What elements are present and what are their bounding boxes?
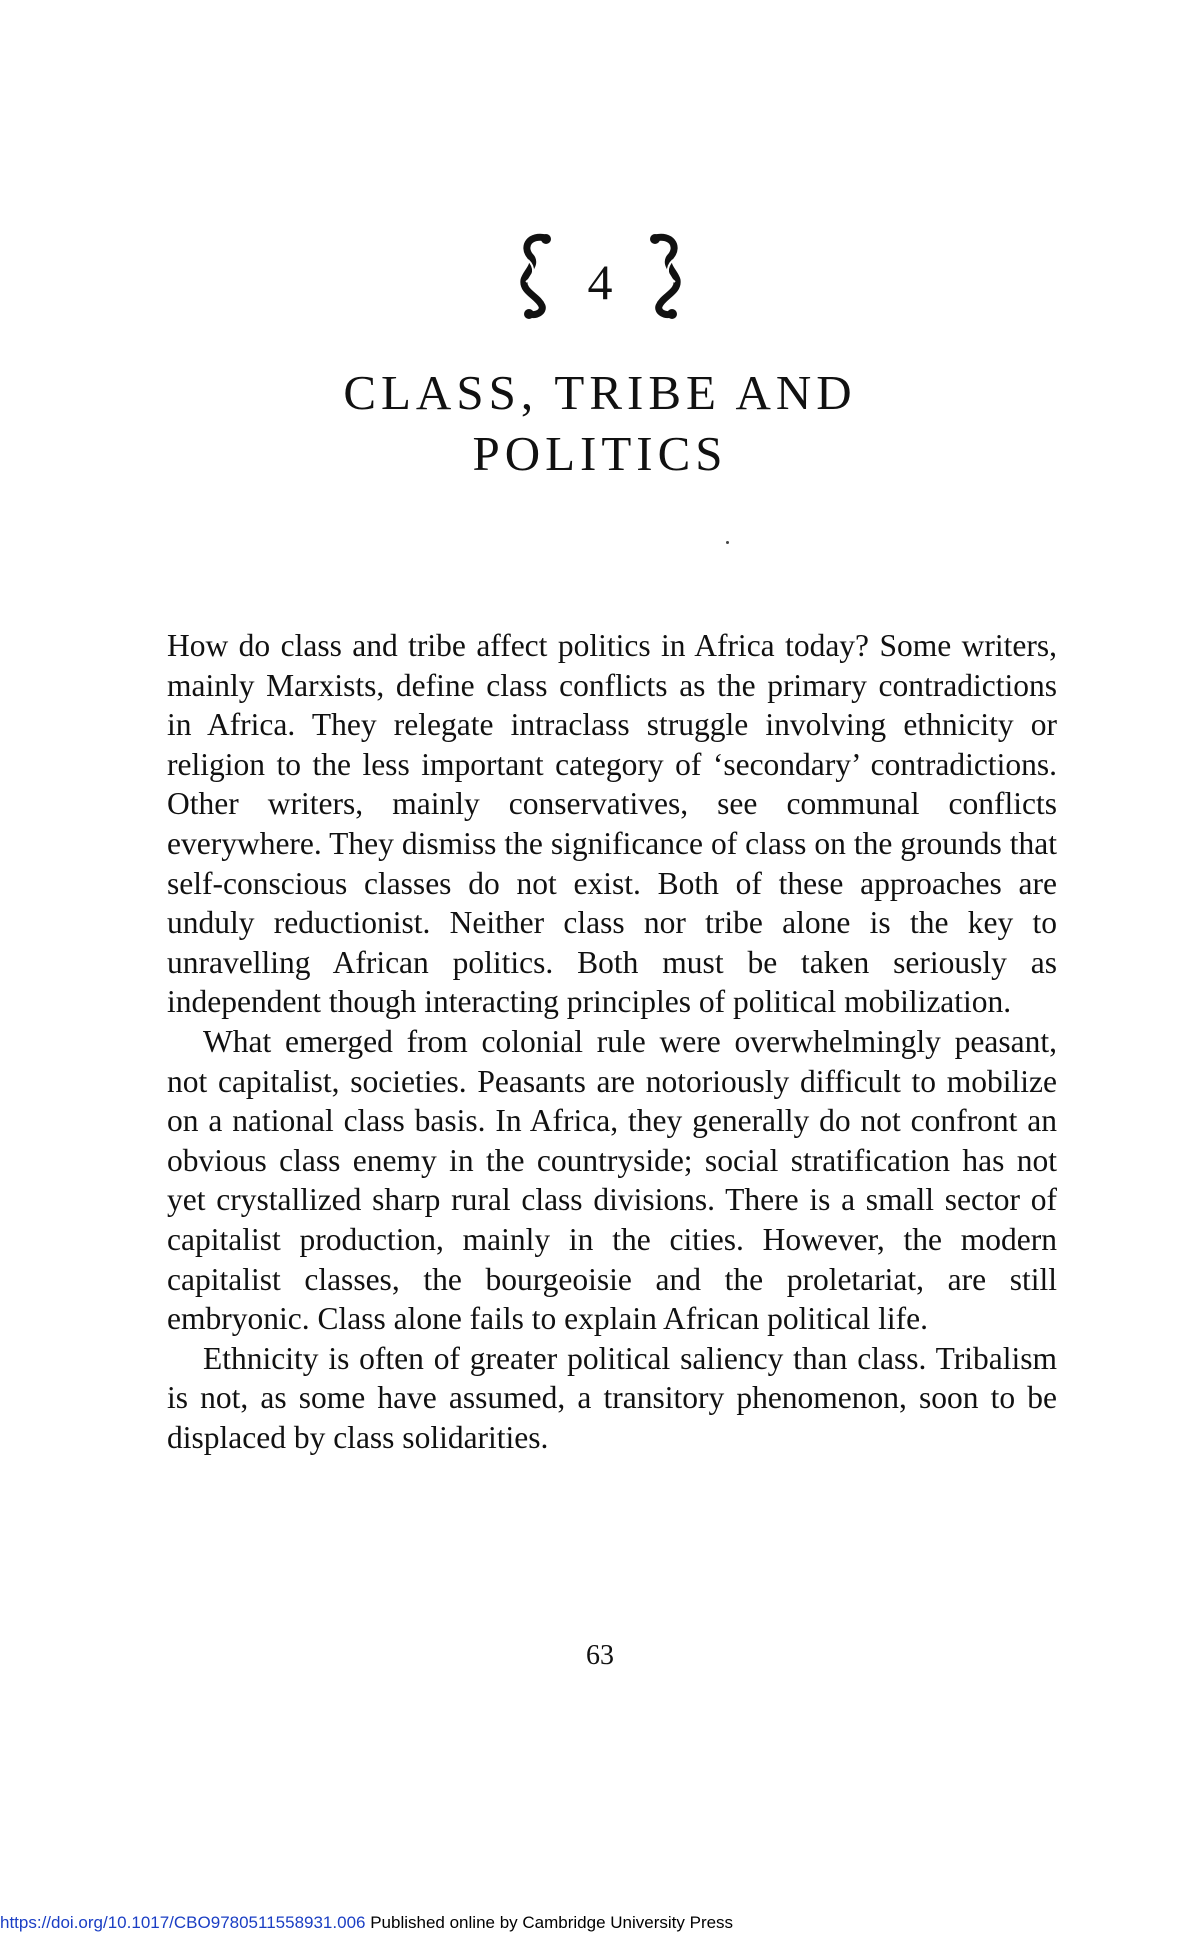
decorative-dot <box>726 541 729 544</box>
doi-link[interactable]: https://doi.org/10.1017/CBO9780511558931.006 <box>0 1913 366 1932</box>
paragraph-3: Ethnicity is often of greater political saliency than class. Tribalism is not, as some have assumed, a transitory phenomenon, soon to be displaced by class solidarities. <box>167 1340 1057 1455</box>
chapter-title <box>0 362 1200 484</box>
paragraph-2: What emerged from colonial rule were overwhelmingly peasant, not capitalist, societies. Peasants are notoriously difficult to mobilize on a national class basis. In Africa, they generally do not confront an obvious class enemy in the countryside; social stratification has not yet crystallized sharp rural class divisions. There is a small sector of capitalist production, mainly in the cities. However, the modern capitalist classes, the bourgeoisie and the proletariat, are still embryonic. Class alone fails to explain African political life. <box>167 1023 1057 1337</box>
page-number: 63 <box>586 1640 614 1671</box>
publisher-text: Published online by Cambridge University Press <box>370 1913 734 1932</box>
scroll-ornament-icon <box>516 230 558 320</box>
chapter-body <box>167 626 1057 1457</box>
chapter-heading-mark <box>0 225 1200 325</box>
paragraph-1: How do class and tribe affect politics in Africa today? Some writers, mainly Marxists, define class conflicts as the primary contradictions in Africa. They relegate intraclass struggle involving ethnicity or religion to the less important category of ‘secondary’ contradictions. Other writers, mainly conservatives, see communal conflicts everywhere. They dismiss the significance of class on the grounds that self-conscious classes do not exist. Both of these approaches are unduly reductionist. Neither class nor tribe alone is the key to unravelling African politics. Both must be taken seriously as independent though interacting principles of political mobilization. <box>167 628 1057 1020</box>
chapter-title-line-2: POLITICS <box>472 426 728 481</box>
chapter-title-line-1: CLASS, TRIBE AND <box>343 365 857 420</box>
scroll-ornament-icon <box>643 230 685 320</box>
chapter-number: 4 <box>587 254 613 310</box>
footer <box>0 1913 1200 1933</box>
